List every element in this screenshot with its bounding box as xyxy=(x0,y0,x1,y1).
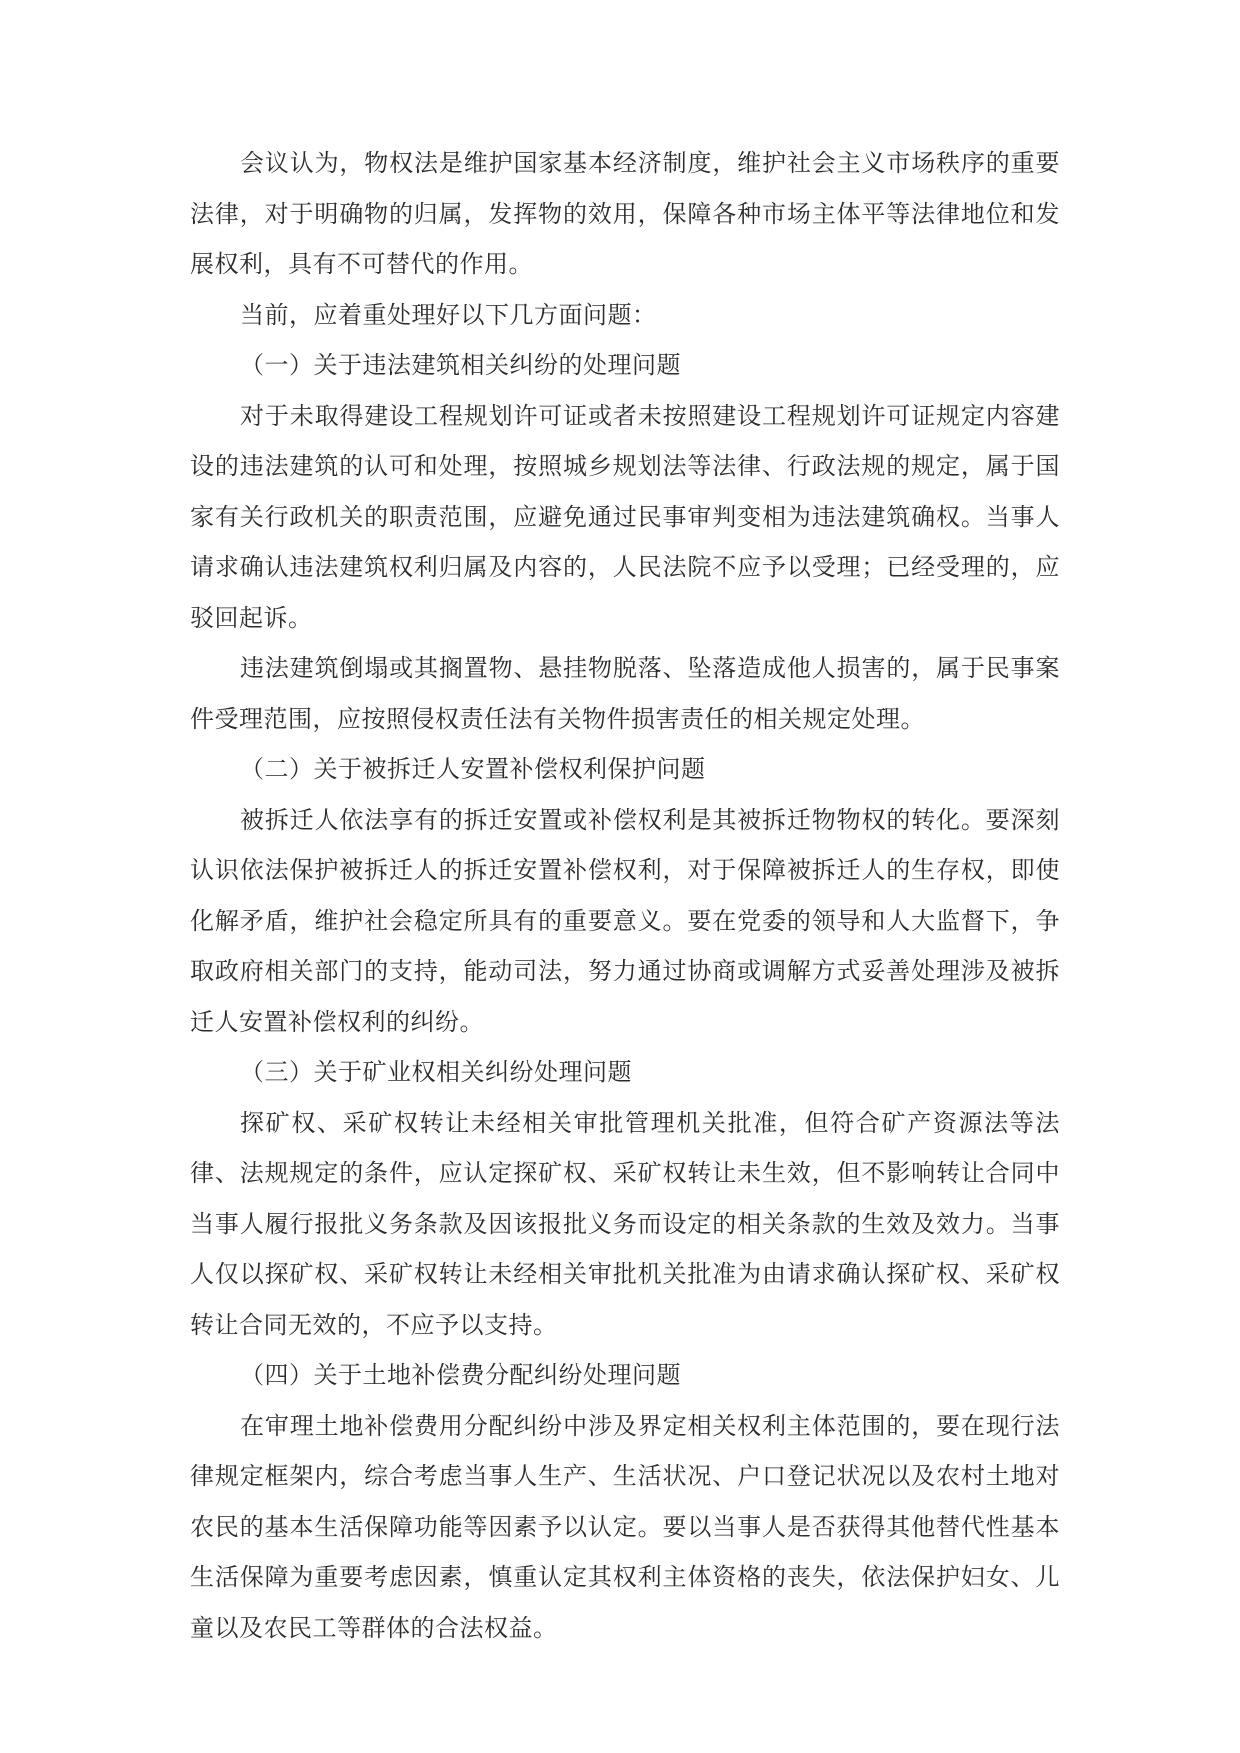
paragraph-relocation-rights: 被拆迁人依法享有的拆迁安置或补偿权利是其被拆迁物物权的转化。要深刻认识依法保护被拆迁人的拆迁安置补偿权利，对于保障被拆迁人的生存权，即使化解矛盾，维护社会稳定所具有的重要意义。要在党委的领导和人大监督下，争取政府相关部门的支持，能动司法，努力通过协商或调解方式妥善处理涉及被拆迁人安置补偿权利的纠纷。 xyxy=(190,805,1060,1036)
paragraph-current-issues: 当前，应着重处理好以下几方面问题： xyxy=(240,300,657,329)
paragraph-illegal-building-2: 违法建筑倒塌或其搁置物、悬挂物脱落、坠落造成他人损害的，属于民事案件受理范围，应按照侵权责任法有关物件损害责任的相关规定处理。 xyxy=(190,654,1060,733)
section-heading-3: （三）关于矿业权相关纠纷处理问题 xyxy=(240,1058,632,1086)
paragraph-conference-view: 会议认为，物权法是维护国家基本经济制度，维护社会主义市场秩序的重要法律，对于明确物的归属，发挥物的效用，保障各种市场主体平等法律地位和发展权利，具有不可替代的作用。 xyxy=(190,149,1060,278)
section-heading-4: （四）关于土地补偿费分配纠纷处理问题 xyxy=(240,1361,681,1389)
section-heading-1: （一）关于违法建筑相关纠纷的处理问题 xyxy=(240,351,681,379)
paragraph-illegal-building-1: 对于未取得建设工程规划许可证或者未按照建设工程规划许可证规定内容建设的违法建筑的认可和处理，按照城乡规划法等法律、行政法规的规定，属于国家有关行政机关的职责范围，应避免通过民事审判变相为违法建筑确权。当事人请求确认违法建筑权利归属及内容的，人民法院不应予以受理；已经受理的，应驳回起诉。 xyxy=(190,401,1060,632)
paragraph-mining-rights: 探矿权、采矿权转让未经相关审批管理机关批准，但符合矿产资源法等法律、法规规定的条件，应认定探矿权、采矿权转让未生效，但不影响转让合同中当事人履行报批义务条款及因该报批义务而设定的相关条款的生效及效力。当事人仅以探矿权、采矿权转让未经相关审批机关批准为由请求确认探矿权、采矿权转让合同无效的，不应予以支持。 xyxy=(190,1108,1060,1339)
paragraph-land-compensation: 在审理土地补偿费用分配纠纷中涉及界定相关权利主体范围的，要在现行法律规定框架内，综合考虑当事人生产、生活状况、户口登记状况以及农村土地对农民的基本生活保障功能等因素予以认定。要以当事人是否获得其他替代性基本生活保障为重要考虑因素，慎重认定其权利主体资格的丧失，依法保护妇女、儿童以及农民工等群体的合法权益。 xyxy=(190,1411,1060,1642)
section-heading-2: （二）关于被拆迁人安置补偿权利保护问题 xyxy=(240,755,706,783)
document-body xyxy=(190,138,1060,1653)
